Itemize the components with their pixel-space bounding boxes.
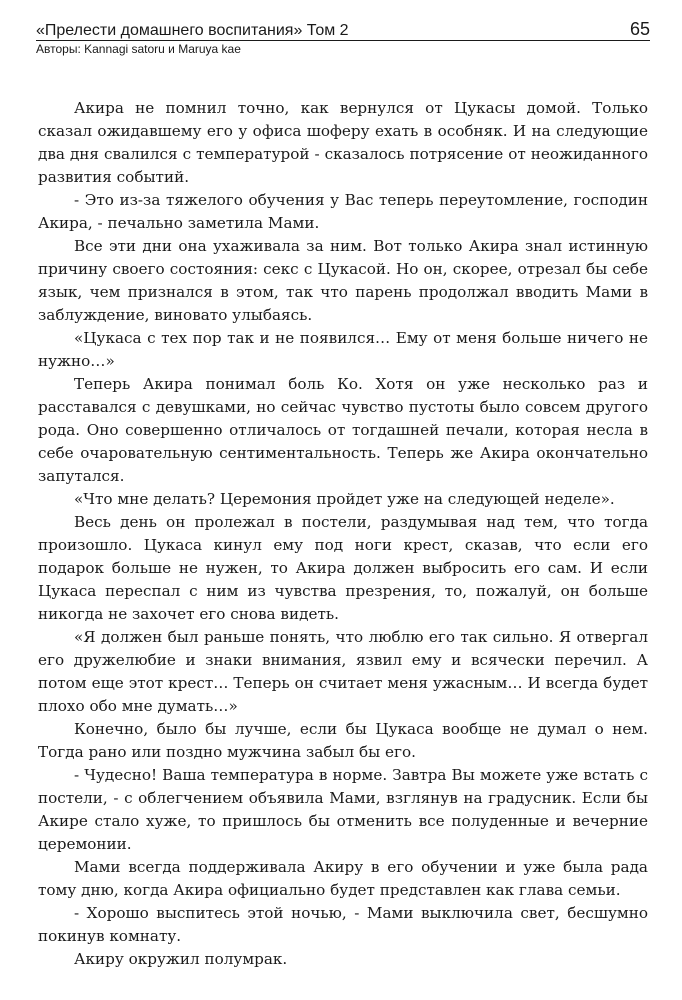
paragraph: Все эти дни она ухаживала за ним. Вот только Акира знал истинную причину своего состояния: секс с Цукасой. Но он, скорее, отрезал бы себе язык, чем признался в этом, так что парень продолжал вводить Мами в заблуждение, виновато улыбаясь.	[38, 237, 648, 324]
body-text	[38, 97, 648, 971]
page-number: 65	[629, 19, 650, 39]
paragraph: - Хорошо выспитесь этой ночью, - Мами выключила свет, бесшумно покинув комнату.	[38, 904, 648, 945]
paragraph: Акиру окружил полумрак.	[74, 950, 288, 968]
page-header	[36, 18, 650, 56]
paragraph: «Что мне делать? Церемония пройдет уже на следующей неделе».	[74, 490, 615, 508]
paragraph: «Я должен был раньше понять, что люблю его так сильно. Я отвергал его дружелюбие и знаки внимания, язвил ему и всячески перечил. А потом еще этот крест… Теперь он считает меня ужасным… И всегда будет плохо обо мне думать…»	[38, 628, 648, 715]
paragraph: Акира не помнил точно, как вернулся от Цукасы домой. Только сказал ожидавшему его у офиса шоферу ехать в особняк. И на следующие два дня свалился с температурой - сказалось потрясение от неожиданного развития событий.	[38, 99, 648, 186]
paragraph: Мами всегда поддерживала Акиру в его обучении и уже была рада тому дню, когда Акира официально будет представлен как глава семьи.	[38, 858, 648, 899]
paragraph: - Чудесно! Ваша температура в норме. Завтра Вы можете уже встать с постели, - с облегчением объявила Мами, взглянув на градусник. Если бы Акире стало хуже, то пришлось бы отменить все полуденные и вечерние церемонии.	[38, 766, 648, 853]
book-title: «Прелести домашнего воспитания» Том 2	[36, 22, 349, 39]
paragraph: Весь день он пролежал в постели, раздумывая над тем, что тогда произошло. Цукаса кинул ему под ноги крест, сказав, что если его подарок больше не нужен, то Акира должен выбросить его сам. И если Цукаса переспал с ним из чувства презрения, то, пожалуй, он больше никогда не захочет его снова видеть.	[38, 513, 648, 623]
paragraph: «Цукаса с тех пор так и не появился… Ему от меня больше ничего не нужно…»	[38, 329, 648, 370]
paragraph: Теперь Акира понимал боль Ко. Хотя он уже несколько раз и расставался с девушками, но сейчас чувство пустоты было совсем другого рода. Оно совершенно отличалось от тогдашней печали, которая несла в себе очаровательную сентиментальность. Теперь же Акира окончательно запутался.	[38, 375, 648, 485]
authors-line: Авторы: Kannagi satoru и Maruya kae	[36, 42, 241, 56]
header-rule	[36, 18, 650, 41]
paragraph: - Это из-за тяжелого обучения у Вас теперь переутомление, господин Акира, - печально заметила Мами.	[38, 191, 648, 232]
paragraph: Конечно, было бы лучше, если бы Цукаса вообще не думал о нем. Тогда рано или поздно мужчина забыл бы его.	[38, 720, 648, 761]
